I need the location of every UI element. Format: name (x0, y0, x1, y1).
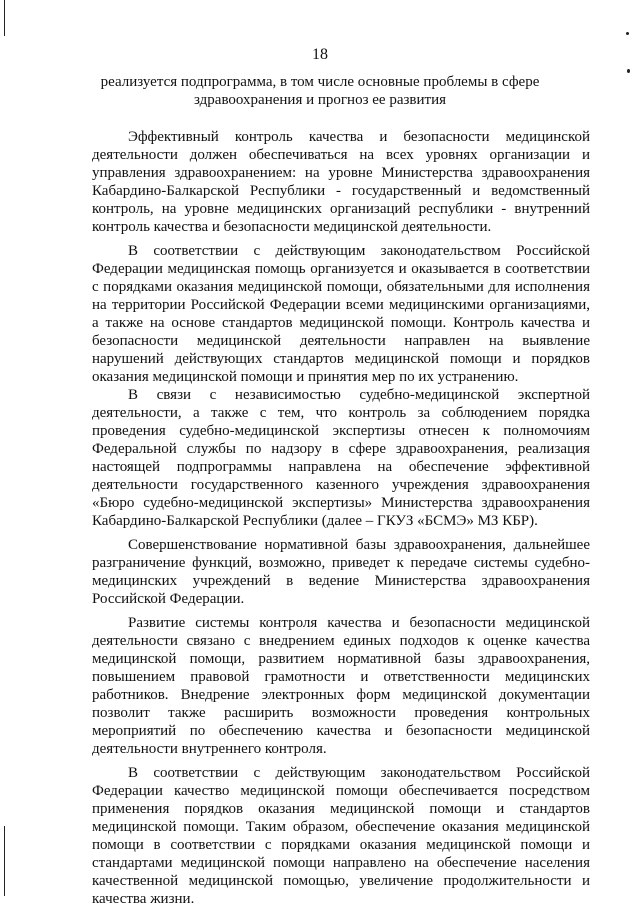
page-number: 18 (312, 46, 328, 63)
paragraph: Совершенствование нормативной базы здравоохранения, дальнейшее разграничение функций, возможно, приведет к передаче системы судебно-медицинских учреждений в ведение Министерства здравоохранения Российской Федерации. (92, 537, 590, 607)
scan-dot-mark (626, 32, 629, 35)
paragraph: Эффективный контроль качества и безопасности медицинской деятельности должен обеспечиваться на всех уровнях организации и управления здравоохранением: на уровне Министерства здравоохранения Кабардино-Балкарской Республики - государственный и ведомственный контроль, на уровне медицинских организаций республики - внутренний контроль качества и безопасности медицинской деятельности. (92, 129, 590, 235)
section-heading: реализуется подпрограмма, в том числе основные проблемы в сфере здравоохранения и прогноз ее развития (100, 74, 540, 108)
paragraph: В соответствии с действующим законодательством Российской Федерации качество медицинской помощи обеспечивается посредством применения порядков оказания медицинской помощи и стандартов медицинской помощи. Таким образом, обеспечение оказания медицинской помощи в соответствии с порядками оказания медицинской помощи и стандартами медицинской помощи направлено на обеспечение населения качественной медицинской помощью, увеличение продолжительности и качества жизни. (92, 765, 590, 907)
scan-dot-mark (627, 69, 630, 73)
scan-edge-mark (4, 826, 5, 896)
paragraph: В связи с независимостью судебно-медицинской экспертной деятельности, а также с тем, что контроль за соблюдением порядка проведения судебно-медицинской экспертизы отнесен к полномочиям Федеральной службы по надзору в сфере здравоохранения, реализация настоящей подпрограммы направлена на обеспечение эффективной деятельности государственного казенного учреждения здравоохранения «Бюро судебно-медицинской экспертизы» Министерства здравоохранения Кабардино-Балкарской Республики (далее – ГКУЗ «БСМЭ» МЗ КБР). (92, 387, 590, 529)
paragraph: Развитие системы контроля качества и безопасности медицинской деятельности связано с внедрением единых подходов к оценке качества медицинской помощи, развитием нормативной базы здравоохранения, повышением правовой грамотности и ответственности медицинских работников. Внедрение электронных форм медицинской документации позволит также расширить возможности проведения контрольных мероприятий по обеспечению качества и безопасности медицинской деятельности внутреннего контроля. (92, 615, 590, 757)
document-body (92, 128, 590, 914)
paragraph: В соответствии с действующим законодательством Российской Федерации медицинская помощь организуется и оказывается в соответствии с порядками оказания медицинской помощи, обязательными для исполнения на территории Российской Федерации всеми медицинскими организациями, а также на основе стандартов медицинской помощи. Контроль качества и безопасности медицинской деятельности направлен на выявление нарушений действующих стандартов медицинской помощи и порядков оказания медицинской помощи и принятия мер по их устранению. (92, 243, 590, 385)
scan-edge-mark (4, 0, 5, 36)
